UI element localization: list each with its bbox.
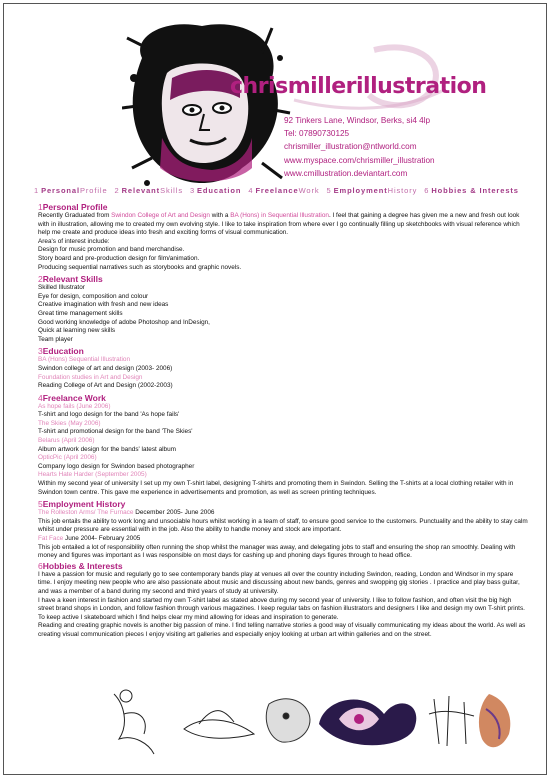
section-heading-freelance: 4Freelance Work [38, 392, 106, 403]
skill-item: Good working knowledge of adobe Photoshop and InDesign, [38, 318, 210, 326]
nav-item-skills[interactable]: 2 RelevantSkills [114, 186, 183, 195]
sketch-emblem [319, 700, 416, 746]
resume-content [38, 200, 528, 640]
freelance-client: OpticPic (April 2006) [38, 454, 97, 462]
sketches-strip [104, 684, 524, 759]
skill-item: Skilled Illustrator [38, 284, 85, 292]
sketch-figure [114, 690, 154, 754]
profile-line: Story board and pre-production design for film/animation. [38, 254, 200, 262]
hobbies-paragraph: I have a keen interest in fashion and started my own T-shirt label as stated above during my second year of university. I like to follow fashion, and often visit the big high street brand shops in London, and follow fashion through various magazines. I keep regular tabs on fashion illustrators and designers I like and design my own T-shirt prints. [38, 596, 525, 613]
employment-desc: This job entails the ability to work long and unsociable hours whilst working in a team of staff, to ensure good service to the customers. Punctuality and the ability to stay calm whilst under pressure are essential with in the job. Also the ability to handle money and stock are important. [38, 517, 528, 534]
employment-header: The Rolleston Arms/ The Furnace December 2005- June 2006 [38, 509, 215, 517]
employment-header: Fat Face June 2004- February 2005 [38, 535, 141, 542]
email-link[interactable]: chrismiller_illustration@ntlworld.com [284, 142, 417, 152]
education-course: BA (Hons) Sequential Illustration [38, 356, 131, 364]
skill-item: Team player [38, 335, 73, 343]
self-portrait-illustration [122, 18, 292, 193]
nav-item-hobbies[interactable]: 6 Hobbies & Interests [424, 186, 519, 195]
skill-item: Creative imagination with fresh and new ideas [38, 301, 169, 309]
logo-text: chrismillerillustration [230, 74, 487, 99]
freelance-desc: Within my second year of university I set up my own T-shirt label, designing T-shirts and promoting them in Swindon. Selling the T-shirts at a local clothing retailer with in Swindon town centre. This gave me experience in advertisements and promotion, as well as screen printing techniques. [38, 480, 514, 496]
education-place: Reading College of Art and Design (2002-2003) [38, 382, 173, 390]
profile-line: Design for music promotion and band merchandise. [38, 246, 185, 254]
section-heading-hobbies: 6Hobbies & Interests [38, 560, 123, 571]
deviantart-link[interactable]: www.cmillustration.deviantart.com [284, 168, 408, 178]
employment-desc: This job entailed a lot of responsibility often running the shop whilst the manager was away, and delegating jobs to staff and ensuring the shop ran smoothly. Dealing with money and figures was important as I was responsible on most days for cashing up and phoning days figures through to head office. [38, 543, 516, 560]
freelance-client: As hope fails (June 2006) [38, 402, 111, 410]
freelance-client: Hearts Hate Harder (September 2005) [38, 471, 147, 479]
skill-item: Great time management skills [38, 309, 123, 317]
hobbies-paragraph: Reading and creating graphic novels is another big passion of mine. I find telling narrative stories a good way of visually communicating my ideas about the world. As well as creating visual communication pieces I enjoy visiting art galleries and especially enjoy looking at urban art within galleries and on the street. [38, 622, 526, 638]
address: 92 Tinkers Lane, Windsor, Berks, si4 4lp [284, 116, 431, 125]
skill-item: Quick at learning new skills [38, 327, 116, 335]
section-nav [34, 186, 524, 195]
education-place: Swindon college of art and design (2003- 2006) [38, 364, 173, 372]
nav-item-profile[interactable]: 1 PersonalProfile [34, 186, 108, 195]
section-heading-profile: 1Personal Profile [38, 202, 108, 212]
resume-page [3, 3, 547, 775]
sketch-lying-figure [184, 711, 254, 739]
sketch-creature [266, 699, 310, 742]
freelance-desc: T-shirt and logo design for the band 'As hope fails' [38, 411, 180, 419]
freelance-desc: Album artwork design for the bands' latest album [38, 445, 176, 453]
skill-item: Eye for design, composition and colour [38, 292, 149, 300]
myspace-link[interactable]: www.myspace.com/chrismiller_illustration [284, 155, 435, 165]
section-heading-employment: 5Employment History [38, 499, 126, 510]
nav-item-education[interactable]: 3 Education [189, 186, 242, 195]
hobbies-paragraph: To keep active I skateboard which I find helps clear my mind allowing for ideas and inspiration to generate. [38, 613, 339, 621]
section-heading-education: 3Education [38, 346, 84, 357]
sketch-figures [429, 696, 474, 746]
freelance-desc: T-shirt and promotional design for the band 'The Skies' [38, 428, 193, 436]
profile-intro: Recently Graduated from Swindon College of Art and Design with a BA (Hons) in Sequential Illustration. I feel that gaining a degree has given me a new and fresh out look with in illustration, allowing me to created my own evolving style. I like to take inspiration from where ever I go continually filling up sketchbooks with visual reference which help me create and produce ideas into fresh and exciting forms of visual communication. [38, 212, 520, 237]
freelance-client: Belarus (April 2006) [38, 437, 95, 445]
freelance-desc: Company logo design for Swindon based photographer [38, 462, 195, 470]
profile-line: Area's of interest include: [38, 237, 110, 245]
contact-details [284, 114, 435, 180]
profile-line: Producing sequential narratives such as storybooks and graphic novels. [38, 263, 242, 271]
nav-item-freelance[interactable]: 4 FreelanceWork [248, 186, 320, 195]
hobbies-paragraph: I have a passion for music and regularly go to see contemporary bands play at venues all over the country including Swindon, reading, London and Windsor in my spare time. I enjoy meeting new people who are also passionate about music and discussing about new bands, genres and swopping gig stories . I practice and play bass guitar, and was a member of a band during my second and third years of study at university. [38, 570, 520, 595]
section-heading-skills: 2Relevant Skills [38, 274, 103, 285]
education-course: Foundation studies in Art and Design [38, 373, 143, 381]
freelance-client: The Skies (May 2006) [38, 419, 101, 427]
nav-item-employment[interactable]: 5 EmploymentHistory [326, 186, 418, 195]
sketch-colour-figure [479, 694, 510, 747]
telephone: Tel: 07890730125 [284, 129, 350, 139]
